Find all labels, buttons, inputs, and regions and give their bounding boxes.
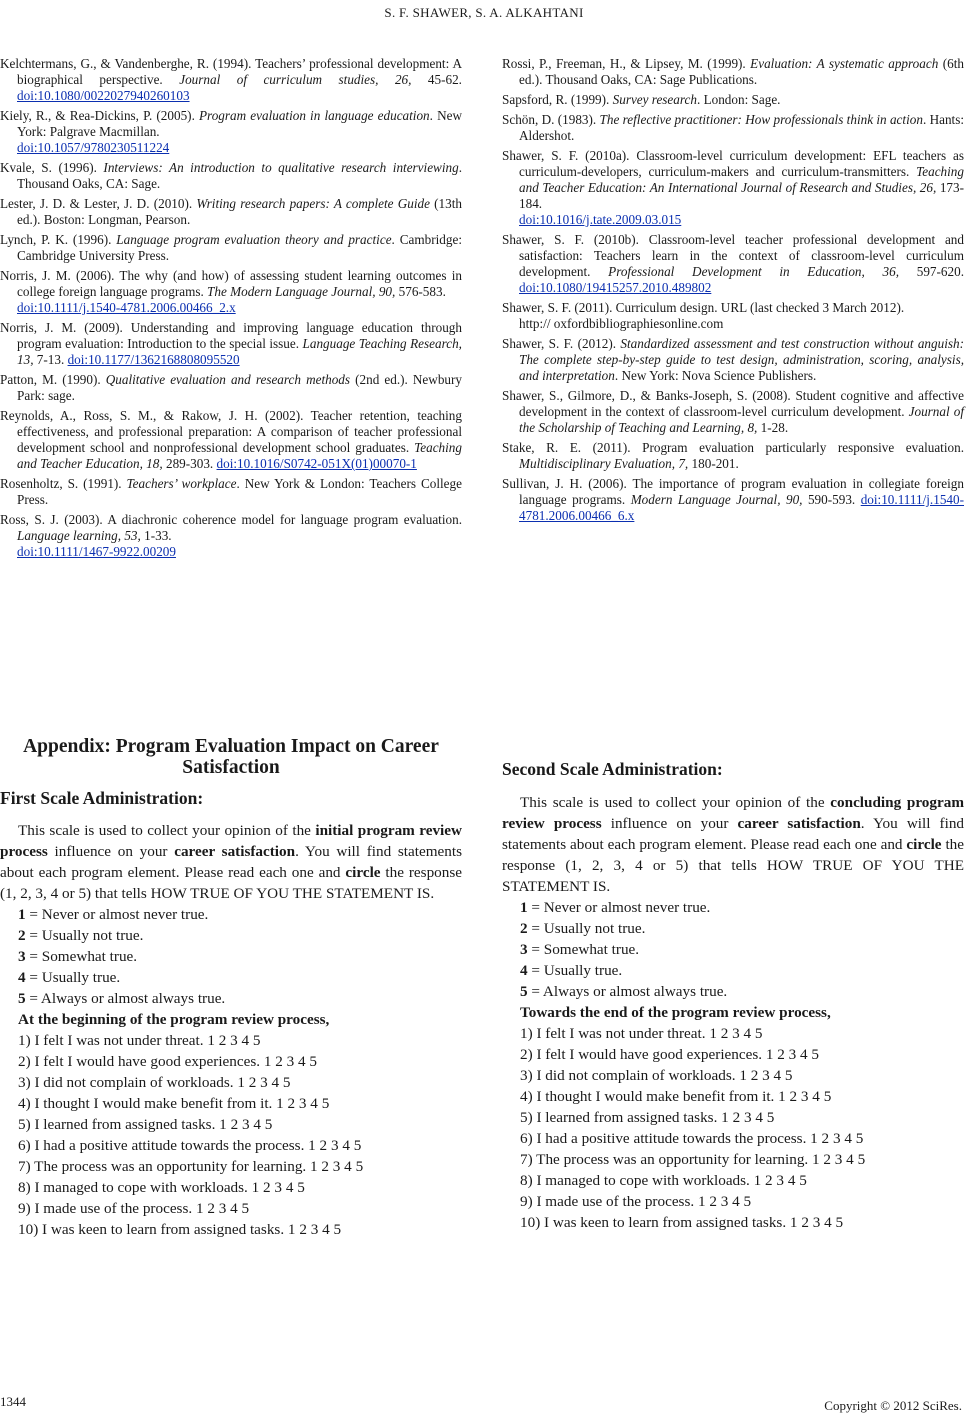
scale-number: 5	[18, 990, 26, 1007]
reference-title: Language program evaluation theory and practice	[116, 232, 392, 247]
statement-item: 1) I felt I was not under threat. 1 2 3 4 5	[520, 1025, 763, 1042]
intro-text: . You will find statements about each program element. Please read each one and	[502, 815, 965, 853]
scale-label: = Usually not true.	[527, 920, 646, 937]
scale-label: = Always or almost always true.	[25, 990, 226, 1007]
reference-details: 7-13.	[33, 352, 68, 367]
reference-entry	[0, 56, 462, 104]
reference-title: Qualitative evaluation and research methods	[105, 372, 351, 387]
references-right	[502, 56, 964, 528]
reference-details: . Cambridge: Cambridge University Press.	[17, 232, 462, 263]
appendix-second-column	[502, 759, 964, 1233]
first-scale-lead: At the beginning of the program review process,	[18, 1011, 330, 1028]
statement-item: 8) I managed to cope with workloads. 1 2 3 4 5	[520, 1172, 807, 1189]
first-statements-list	[0, 1030, 462, 1240]
scale-item	[502, 981, 964, 1002]
reference-entry	[502, 112, 964, 144]
scale-label: = Always or almost always true.	[527, 983, 728, 1000]
reference-title: Multidisciplinary Evaluation, 7,	[519, 456, 689, 471]
reference-title: Teaching and Teacher Education: An International Journal of Research and Studies, 26,	[519, 164, 964, 195]
reference-title: Teaching and Teacher Education, 18,	[17, 440, 462, 471]
intro-text: This scale is used to collect your opinion of the	[18, 822, 316, 839]
reference-url: http:// oxfordbibliographiesonline.com	[519, 316, 724, 331]
reference-authors: Sullivan, J. H. (2006). The importance of program evaluation in collegiate foreign language programs.	[502, 476, 964, 507]
reference-authors: Schön, D. (1983).	[502, 112, 600, 127]
reference-entry	[0, 232, 462, 264]
scale-label: = Usually true.	[527, 962, 623, 979]
reference-title: Modern Language Journal, 90,	[630, 492, 803, 507]
reference-details: . New York: Palgrave Macmillan.	[17, 108, 462, 139]
doi-link[interactable]: doi:10.1057/9780230511224	[17, 140, 170, 155]
statement-item: 9) I made use of the process. 1 2 3 4 5	[520, 1193, 752, 1210]
intro-text: influence on your	[47, 843, 175, 860]
intro-emphasis: circle	[906, 836, 942, 853]
reference-title: Interviews: An introduction to qualitative research interviewing	[103, 160, 459, 175]
scale-item	[0, 925, 462, 946]
reference-entry	[502, 388, 964, 436]
intro-text: This scale is used to collect your opinion of the	[520, 794, 831, 811]
doi-link[interactable]: doi:10.1111/j.1540-4781.2006.00466_6.x	[519, 492, 964, 523]
reference-title: The Modern Language Journal, 90,	[207, 284, 396, 299]
doi-link[interactable]: doi:10.1080/0022027940260103	[17, 88, 190, 103]
doi-link[interactable]: doi:10.1016/S0742-051X(01)00070-1	[216, 456, 417, 471]
doi-link[interactable]: doi:10.1111/j.1540-4781.2006.00466_2.x	[17, 300, 236, 315]
reference-details: . New York: Nova Science Publishers.	[614, 368, 817, 383]
second-scale-list	[502, 897, 964, 1002]
reference-details: . Thousand Oaks, CA: Sage.	[17, 160, 462, 191]
reference-authors: Norris, J. M. (2009). Understanding and improving language education through program evaluation: Introduction to the special issue.	[0, 320, 462, 351]
intro-text: the response (1, 2, 3, 4 or 5) that tells HOW TRUE OF YOU THE STATEMENT IS.	[502, 836, 964, 895]
reference-title: Language Teaching Research, 13,	[17, 336, 462, 367]
reference-entry	[0, 512, 462, 560]
reference-title: Professional Development in Education, 36,	[608, 264, 900, 279]
scale-label: = Usually not true.	[25, 927, 144, 944]
scale-number: 4	[18, 969, 26, 986]
reference-entry	[0, 372, 462, 404]
statement-item: 2) I felt I would have good experiences. 1 2 3 4 5	[520, 1046, 820, 1063]
reference-authors: Sapsford, R. (1999).	[502, 92, 613, 107]
reference-details: 597-620.	[899, 264, 964, 279]
scale-item	[0, 904, 462, 925]
references-left	[0, 56, 462, 564]
statement-item: 5) I learned from assigned tasks. 1 2 3 4 5	[18, 1116, 273, 1133]
doi-link[interactable]: doi:10.1016/j.tate.2009.03.015	[519, 212, 682, 227]
reference-title: Program evaluation in language education	[199, 108, 430, 123]
appendix-first-column	[0, 736, 462, 1240]
reference-authors: Ross, S. J. (2003). A diachronic coherence model for language program evaluation.	[0, 512, 462, 527]
reference-details: 1-33.	[140, 528, 172, 543]
reference-title: The reflective practitioner: How professionals think in action	[599, 112, 923, 127]
second-scale-heading: Second Scale Administration:	[502, 759, 723, 779]
scale-label: = Somewhat true.	[25, 948, 138, 965]
scale-number: 4	[520, 962, 528, 979]
statement-item: 7) The process was an opportunity for learning. 1 2 3 4 5	[18, 1158, 364, 1175]
reference-authors: Shawer, S. F. (2011). Curriculum design. URL (last checked 3 March 2012).	[502, 300, 905, 315]
intro-emphasis: career satisfaction	[737, 815, 861, 832]
reference-authors: Shawer, S. F. (2012).	[502, 336, 621, 351]
reference-authors: Kiely, R., & Rea-Dickins, P. (2005).	[0, 108, 199, 123]
scale-label: = Never or almost never true.	[25, 906, 209, 923]
reference-title: Evaluation: A systematic approach	[750, 56, 939, 71]
scale-number: 3	[520, 941, 528, 958]
scale-number: 1	[520, 899, 528, 916]
reference-entry	[0, 108, 462, 156]
statement-item: 9) I made use of the process. 1 2 3 4 5	[18, 1200, 250, 1217]
reference-title: Teachers’ workplace	[126, 476, 237, 491]
second-scale-intro	[502, 792, 964, 897]
reference-details: (2nd ed.). Newbury Park: sage.	[17, 372, 462, 403]
reference-entry	[0, 196, 462, 228]
reference-entry	[0, 320, 462, 368]
first-scale-heading: First Scale Administration:	[0, 788, 204, 808]
reference-entry	[502, 232, 964, 296]
scale-number: 3	[18, 948, 26, 965]
reference-details: . London: Sage.	[696, 92, 781, 107]
scale-item	[0, 946, 462, 967]
doi-link[interactable]: doi:10.1177/1362168808095520	[67, 352, 240, 367]
statement-item: 4) I thought I would make benefit from it. 1 2 3 4 5	[520, 1088, 832, 1105]
reference-authors: Patton, M. (1990).	[0, 372, 106, 387]
scale-item	[502, 918, 964, 939]
statement-item: 1) I felt I was not under threat. 1 2 3 4 5	[18, 1032, 261, 1049]
doi-link[interactable]: doi:10.1080/19415257.2010.489802	[519, 280, 712, 295]
reference-authors: Lynch, P. K. (1996).	[0, 232, 117, 247]
scale-item	[0, 988, 462, 1009]
running-head: S. F. SHAWER, S. A. ALKAHTANI	[384, 5, 584, 20]
reference-authors: Rossi, P., Freeman, H., & Lipsey, M. (1999).	[502, 56, 751, 71]
reference-entry	[502, 56, 964, 88]
reference-entry	[0, 160, 462, 192]
reference-title: Survey research	[612, 92, 697, 107]
intro-emphasis: concluding program review process	[502, 794, 964, 832]
reference-authors: Kelchtermans, G., & Vandenberghe, R. (1994). Teachers’ professional development: A biographical perspective.	[0, 56, 462, 87]
statement-item: 2) I felt I would have good experiences. 1 2 3 4 5	[18, 1053, 318, 1070]
intro-text: the response (1, 2, 3, 4 or 5) that tells HOW TRUE OF YOU THE STATEMENT IS.	[0, 864, 463, 902]
copyright: Copyright © 2012 SciRes.	[824, 1398, 962, 1413]
reference-entry	[0, 268, 462, 316]
reference-authors: Kvale, S. (1996).	[0, 160, 104, 175]
intro-text: influence on your	[601, 815, 738, 832]
reference-details: 180-201.	[688, 456, 739, 471]
reference-details: (13th ed.). Boston: Longman, Pearson.	[17, 196, 462, 227]
scale-number: 1	[18, 906, 26, 923]
statement-item: 7) The process was an opportunity for learning. 1 2 3 4 5	[520, 1151, 866, 1168]
statement-item: 6) I had a positive attitude towards the process. 1 2 3 4 5	[520, 1130, 864, 1147]
reference-entry	[502, 300, 964, 332]
intro-text: . You will find statements about each program element. Please read each one and	[0, 843, 462, 881]
reference-authors: Rosenholtz, S. (1991).	[0, 476, 127, 491]
reference-details: 1-28.	[757, 420, 789, 435]
reference-title: Journal of curriculum studies, 26,	[179, 72, 412, 87]
reference-details: 289-303.	[162, 456, 217, 471]
statement-item: 4) I thought I would make benefit from it. 1 2 3 4 5	[18, 1095, 330, 1112]
scale-item	[502, 939, 964, 960]
reference-details: 576-583.	[395, 284, 446, 299]
page-number: 1344	[0, 1394, 26, 1409]
first-scale-intro	[0, 820, 462, 904]
statement-item: 6) I had a positive attitude towards the process. 1 2 3 4 5	[18, 1137, 362, 1154]
scale-label: = Usually true.	[25, 969, 121, 986]
intro-emphasis: circle	[345, 864, 381, 881]
reference-details: 45-62.	[411, 72, 462, 87]
reference-authors: Shawer, S. F. (2010b). Classroom-level teacher professional development and satisfaction: Teachers learn in the context of classroom-level curriculum development.	[502, 232, 964, 279]
second-statements-list	[502, 1023, 964, 1233]
scale-label: = Somewhat true.	[527, 941, 640, 958]
reference-entry	[502, 440, 964, 472]
intro-emphasis: initial program review process	[0, 822, 462, 860]
reference-authors: Shawer, S., Gilmore, D., & Banks-Joseph, S. (2008). Student cognitive and affective development in the context of classroom-level curriculum development.	[502, 388, 964, 419]
reference-authors: Shawer, S. F. (2010a). Classroom-level curriculum development: EFL teachers as curriculum-developers, curriculum-makers and curriculum-transmitters.	[502, 148, 964, 179]
reference-title: Standardized assessment and test construction without anguish: The complete step-by-step guide to test design, administration, scoring, analysis, and interpretation	[519, 336, 964, 383]
scale-item	[0, 967, 462, 988]
statement-item: 3) I did not complain of workloads. 1 2 3 4 5	[18, 1074, 291, 1091]
appendix-title: Appendix: Program Evaluation Impact on Career Satisfaction	[23, 736, 439, 778]
statement-item: 10) I was keen to learn from assigned tasks. 1 2 3 4 5	[18, 1221, 342, 1238]
first-scale-list	[0, 904, 462, 1009]
reference-entry	[502, 336, 964, 384]
reference-entry	[502, 92, 964, 108]
reference-details: . Hants: Aldershot.	[519, 112, 964, 143]
reference-entry	[502, 148, 964, 228]
doi-link[interactable]: doi:10.1111/1467-9922.00209	[17, 544, 176, 559]
scale-label: = Never or almost never true.	[527, 899, 711, 916]
reference-details: (6th ed.). Thousand Oaks, CA: Sage Publications.	[519, 56, 964, 87]
scale-item	[502, 960, 964, 981]
reference-title: Writing research papers: A complete Guide	[196, 196, 430, 211]
scale-number: 5	[520, 983, 528, 1000]
reference-authors: Lester, J. D. & Lester, J. D. (2010).	[0, 196, 197, 211]
reference-title: Journal of the Scholarship of Teaching and Learning, 8,	[519, 404, 964, 435]
statement-item: 3) I did not complain of workloads. 1 2 3 4 5	[520, 1067, 793, 1084]
scale-number: 2	[520, 920, 528, 937]
statement-item: 5) I learned from assigned tasks. 1 2 3 4 5	[520, 1109, 775, 1126]
scale-number: 2	[18, 927, 26, 944]
reference-entry	[0, 476, 462, 508]
reference-authors: Stake, R. E. (2011). Program evaluation particularly responsive evaluation.	[502, 440, 964, 455]
reference-entry	[502, 476, 964, 524]
statement-item: 8) I managed to cope with workloads. 1 2 3 4 5	[18, 1179, 305, 1196]
reference-authors: Norris, J. M. (2006). The why (and how) of assessing student learning outcomes in college foreign language programs.	[0, 268, 462, 299]
reference-entry	[0, 408, 462, 472]
reference-authors: Reynolds, A., Ross, S. M., & Rakow, J. H. (2002). Teacher retention, teaching effectiveness, and professional preparation: A comparison of teacher professional development school and nonprofessional development school graduates.	[0, 408, 462, 455]
reference-details: . New York & London: Teachers College Press.	[17, 476, 462, 507]
intro-emphasis: career satisfaction	[174, 843, 296, 860]
statement-item: 10) I was keen to learn from assigned tasks. 1 2 3 4 5	[520, 1214, 844, 1231]
reference-title: Language learning, 53,	[17, 528, 141, 543]
second-scale-lead: Towards the end of the program review process,	[520, 1004, 831, 1021]
reference-details: 590-593.	[802, 492, 861, 507]
reference-details: 173-184.	[519, 180, 964, 211]
scale-item	[502, 897, 964, 918]
